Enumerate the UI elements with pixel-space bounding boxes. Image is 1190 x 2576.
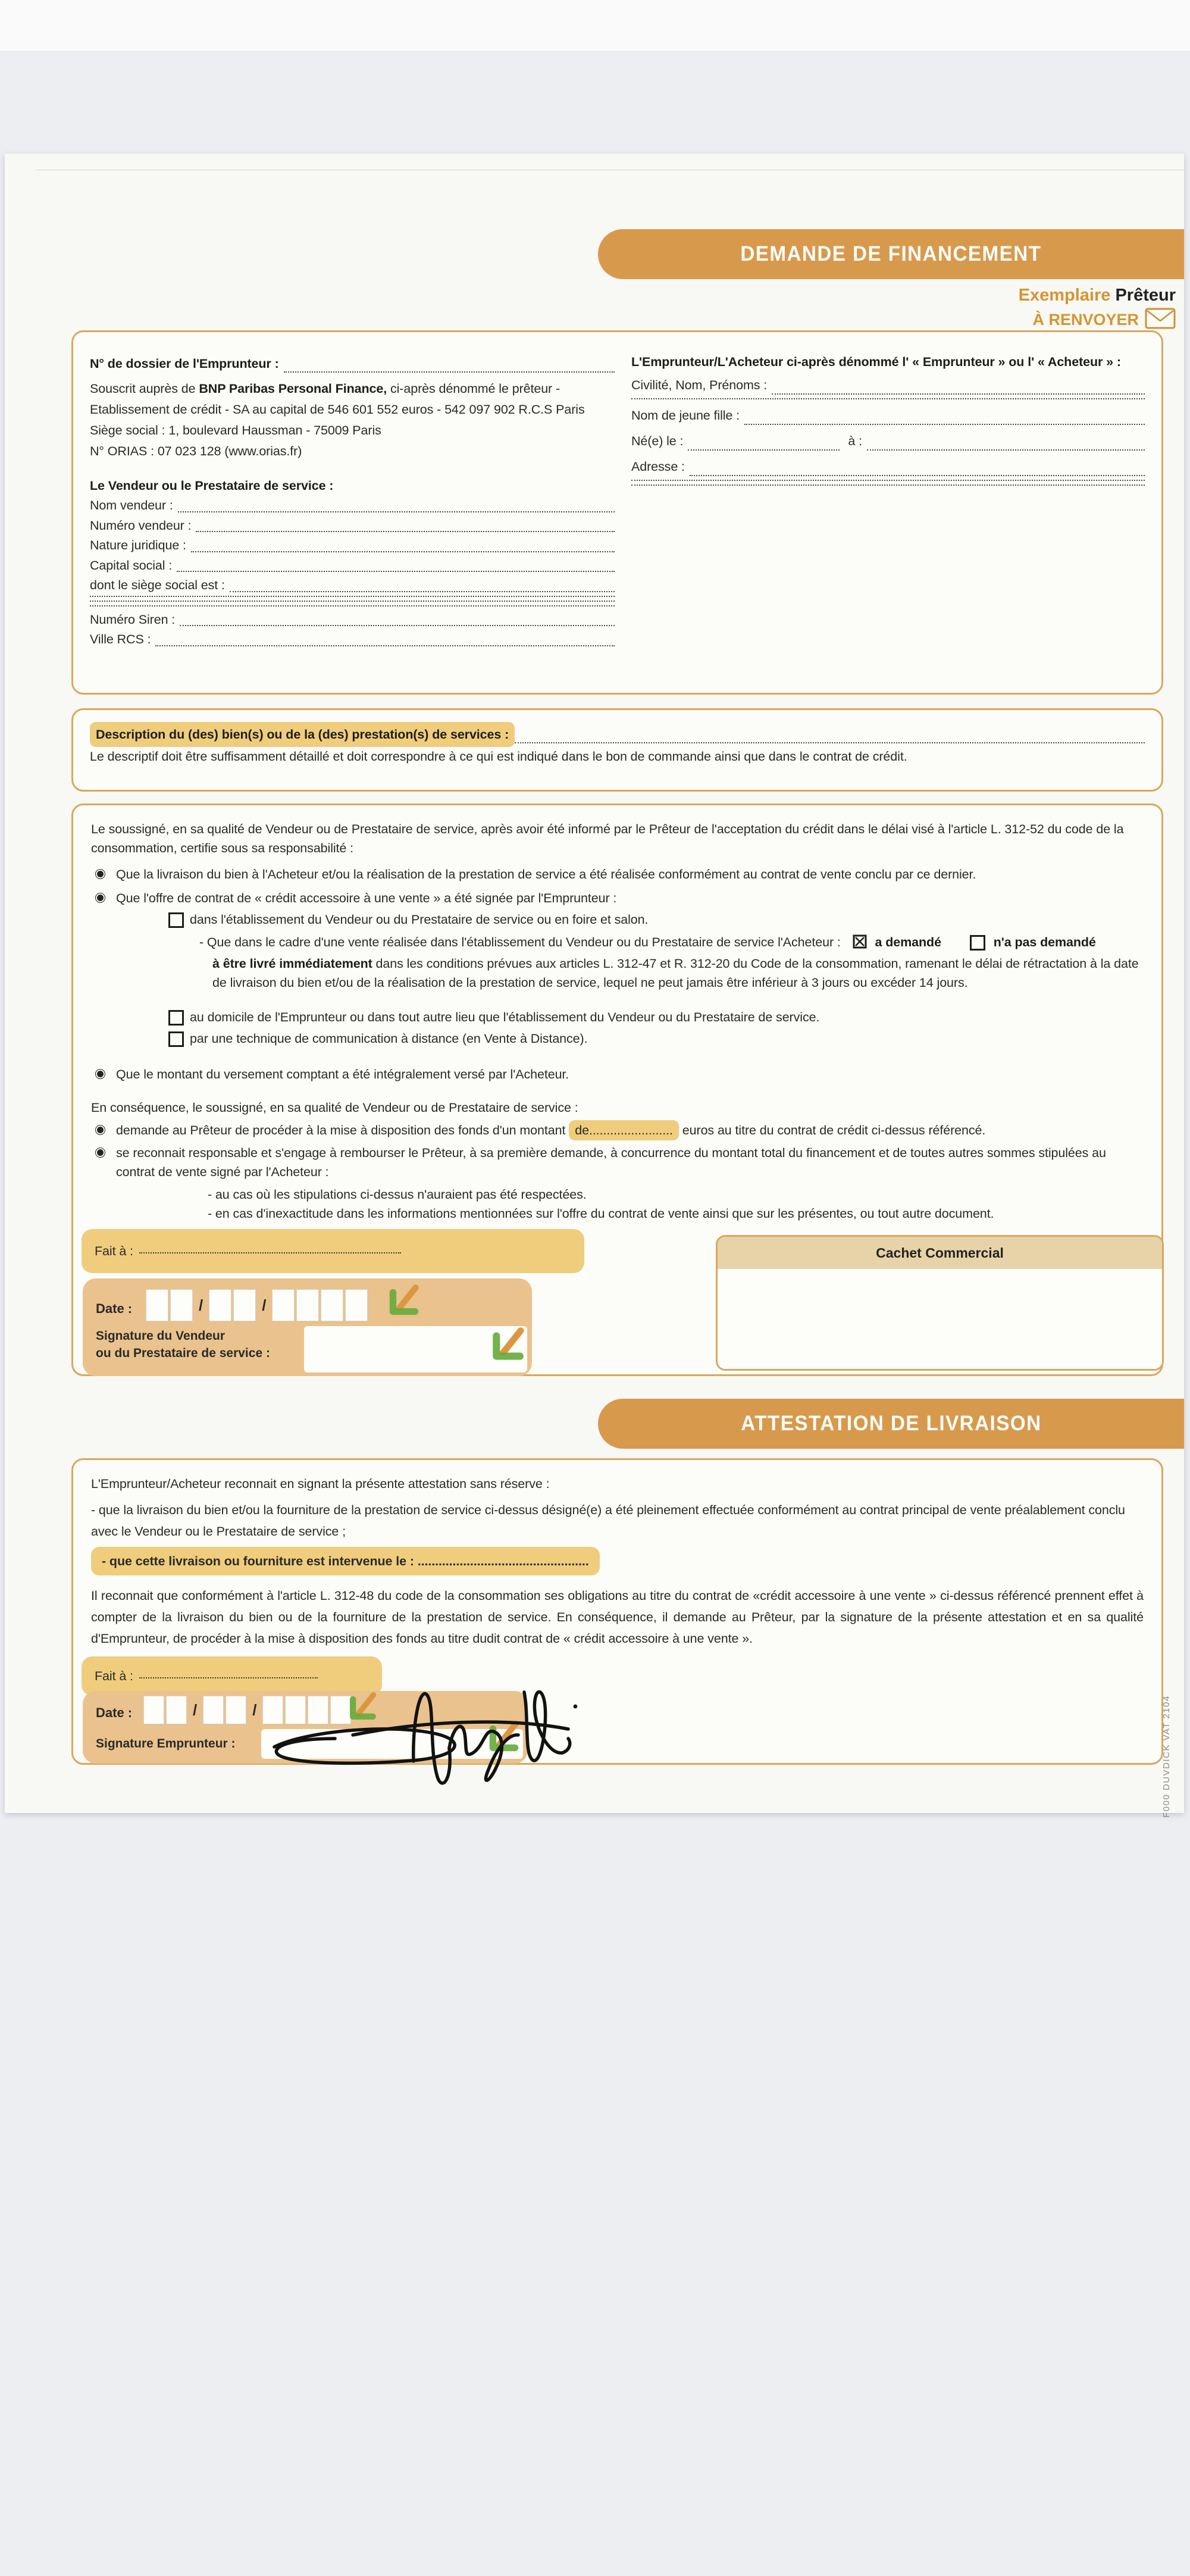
lender-line4: N° ORIAS : 07 023 128 (www.orias.fr) <box>90 444 302 458</box>
vendor-rcs-row <box>90 630 615 650</box>
cachet-commercial-label: Cachet Commercial <box>718 1237 1162 1269</box>
vendor-rcs-label: Ville RCS : <box>90 632 151 646</box>
borrower-blank-row <box>631 484 1145 489</box>
bullet-fonds: demande au Prêteur de procéder à la mise à disposition des fonds d'un montant de........................ euros au titre du contrat de crédit ci-dessus référencé. <box>91 1121 1144 1140</box>
description-note: Le descriptif doit être suffisamment détaillé et doit correspondre à ce qui est indiqué dans le bon de commande ainsi que dans le contrat de crédit. <box>90 749 907 764</box>
attestation-box <box>71 1458 1163 1765</box>
borrower-blank-row <box>631 480 1145 484</box>
fait-a-label: Fait à : <box>95 1669 133 1683</box>
bullet-icon <box>97 1127 104 1133</box>
vente-acheteur-line: - Que dans le cadre d'une vente réalisée dans l'établissement du Vendeur ou du Prestataire de service l'Acheteur : a demandé n'a pas demandé <box>199 933 1144 954</box>
borrower-adresse-row <box>631 454 1145 480</box>
borrower-civilite-input-line-2[interactable] <box>631 398 1145 399</box>
borrower-column <box>631 351 1145 489</box>
date-year-cell[interactable] <box>345 1289 368 1321</box>
date-month-cell[interactable] <box>203 1696 224 1724</box>
bullet-icon <box>97 871 104 877</box>
bullet-icon <box>97 1071 104 1077</box>
vendor-capital-input-line[interactable] <box>177 571 615 572</box>
checkbox-row-etablissement: dans l'établissement du Vendeur ou du Prestataire de service ou en foire et salon. <box>168 910 1144 929</box>
description-row <box>90 722 1145 747</box>
parties-box <box>71 330 1163 695</box>
date-month-cell[interactable] <box>233 1289 256 1321</box>
vendor-siege-input-line[interactable] <box>230 591 615 592</box>
livraison-immediate-line: à être livré immédiatement dans les conditions prévues aux articles L. 312-47 et R. 312-20 du Code de la consommation, ramenant le délai de rétractation à la date de livraison du bien et/ou de la réalisation de la prestation de service, lequel ne peut jamais être inférieur à 3 jours ou excéder 14 jours. <box>212 956 1139 990</box>
banner-demande-title: DEMANDE DE FINANCEMENT <box>740 242 1042 265</box>
borrower-adresse-label: Adresse : <box>631 459 685 474</box>
banner-attestation-title: ATTESTATION DE LIVRAISON <box>740 1412 1042 1435</box>
vendor-signature-box <box>83 1278 532 1376</box>
bullet-livraison: Que la livraison du bien à l'Acheteur et/ou la réalisation de la prestation de service a été réalisée conformément au contrat de vente conclu par ce dernier. <box>91 865 1144 884</box>
copy-indicator <box>1019 286 1176 332</box>
date-label: Date : <box>96 1301 133 1316</box>
fait-a-pill-vendeur <box>82 1229 584 1273</box>
lender-line3: Siège social : 1, boulevard Haussman - 75009 Paris <box>90 423 381 437</box>
checkbox-row-domicile: au domicile de l'Emprunteur ou dans tout autre lieu que l'établissement du Vendeur ou du Prestataire de service. <box>168 1008 1144 1027</box>
vendor-siren-label: Numéro Siren : <box>90 612 176 627</box>
vendor-capital-label: Capital social : <box>90 558 173 573</box>
envelope-icon <box>1145 308 1176 332</box>
borrower-ne-input-line[interactable] <box>688 449 840 451</box>
description-box <box>71 708 1163 792</box>
checkbox-domicile[interactable] <box>168 1010 184 1026</box>
cas-2: - en cas d'inexactitude dans les informations mentionnées sur l'offre du contrat de vente ainsi que sur les présentes, ou tout autre document. <box>208 1206 994 1221</box>
borrower-adresse-input-line-3[interactable] <box>631 484 1145 486</box>
description-input-line[interactable] <box>515 742 1145 743</box>
sign-here-arrow-icon <box>488 1326 525 1363</box>
exemplaire-line <box>1019 286 1176 305</box>
vendor-nom-label: Nom vendeur : <box>90 498 173 512</box>
borrower-civilite-input-line[interactable] <box>772 393 1145 395</box>
attestation-point2-line <box>91 1547 1144 1575</box>
certification-intro: Le soussigné, en sa qualité de Vendeur ou de Prestataire de service, après avoir été informé par le Prêteur de l'acceptation du crédit dans le délai visé à l'article L. 312-52 du code de la consommation, certifie sous sa responsabilité : <box>91 822 1124 855</box>
lender-line2: Etablissement de crédit - SA au capital de 546 601 552 euros - 542 097 902 R.C.S Paris <box>90 402 585 417</box>
checkbox-na-pas-demande[interactable] <box>970 935 985 954</box>
vendor-extra-input-line-2[interactable] <box>90 601 615 602</box>
attestation-point1: - que la livraison du bien et/ou la fourniture de la prestation de service ci-dessus désigné(e) a été pleinement effectuée conformément au contrat principal de vente préalablement conclu avec le Vendeur ou le Prestataire de service ; <box>91 1503 1125 1539</box>
fait-a-input-line[interactable] <box>139 1252 401 1253</box>
lender-line1: Souscrit auprès de BNP Paribas Personal Finance, ci-après dénommé le prêteur - <box>90 382 560 396</box>
vendor-blank-row <box>90 605 615 610</box>
sign-here-arrow-icon <box>385 1283 422 1320</box>
fait-a-label: Fait à : <box>95 1244 133 1258</box>
borrower-jeune-fille-input-line[interactable] <box>744 424 1145 425</box>
consequence-line: En conséquence, le soussigné, en sa qualité de Vendeur ou de Prestataire de service : <box>91 1101 578 1115</box>
lender-column <box>90 351 615 650</box>
date-year-cell[interactable] <box>272 1289 295 1321</box>
bullet-versement: Que le montant du versement comptant a été intégralement versé par l'Acheteur. <box>91 1065 1144 1084</box>
borrower-signature-label: Signature Emprunteur : <box>96 1737 236 1750</box>
vendor-nature-row <box>90 536 615 556</box>
date-year-cell[interactable] <box>321 1289 343 1321</box>
date-day-cell[interactable] <box>166 1696 187 1724</box>
borrower-jeune-fille-row <box>631 403 1145 429</box>
borrower-naissance-row <box>631 429 1145 454</box>
attestation-intro: L'Emprunteur/Acheteur reconnait en signant la présente attestation sans réserve : <box>91 1477 550 1491</box>
dossier-row <box>90 351 615 376</box>
vendor-capital-row <box>90 556 615 576</box>
scanned-document <box>5 154 1184 1818</box>
banner-demande-financement <box>598 229 1184 279</box>
opt-na-pas-demande-label: n'a pas demandé <box>993 935 1096 949</box>
borrower-adresse-input-line-2[interactable] <box>631 480 1145 481</box>
vendor-nature-label: Nature juridique : <box>90 538 186 552</box>
description-label: Description du (des) bien(s) ou de la (des) prestation(s) de services : <box>90 722 515 747</box>
date-day-cell[interactable] <box>146 1289 168 1321</box>
bullet-rembourse: se reconnait responsable et s'engage à rembourser le Prêteur, à sa première demande, à concurrence du montant total du financement et de toutes autres sommes stipulées au contrat de vente signé par l'Acheteur : <box>91 1143 1144 1181</box>
renvoyer-label: À RENVOYER <box>1032 311 1139 329</box>
date-separator: / <box>199 1296 203 1314</box>
viewer-top-strip <box>0 0 1190 52</box>
livraison-date-highlight[interactable]: - que cette livraison ou fourniture est intervenue le : ................................................. <box>91 1547 600 1575</box>
borrower-lieu-input-line[interactable] <box>867 449 1145 451</box>
date-month-cell[interactable] <box>209 1289 231 1321</box>
vendor-nom-input-line[interactable] <box>178 511 615 512</box>
vendor-siren-input-line[interactable] <box>180 625 615 626</box>
bullet-icon <box>97 895 104 901</box>
vendor-numero-input-line[interactable] <box>196 531 615 532</box>
dossier-input-line[interactable] <box>284 371 615 373</box>
checkbox-etablissement[interactable] <box>168 912 184 928</box>
vendor-extra-input-line-3[interactable] <box>90 605 615 607</box>
certification-box <box>71 804 1163 1376</box>
banner-attestation-livraison <box>598 1399 1184 1449</box>
borrower-ne-label: Né(e) le : <box>631 434 684 448</box>
borrower-title: L'Emprunteur/L'Acheteur ci-après dénommé l' « Emprunteur » ou l' « Acheteur » : <box>631 355 1121 369</box>
checkbox-distance[interactable] <box>168 1031 184 1047</box>
vendor-numero-row <box>90 516 615 536</box>
renvoyer-line <box>1019 308 1176 332</box>
bullet-icon <box>97 1149 104 1156</box>
borrower-civilite-row <box>631 373 1145 398</box>
bullet-offre: Que l'offre de contrat de « crédit accessoire à une vente » a été signée par l'Emprunteur : <box>91 889 1144 908</box>
date-day-cell[interactable] <box>170 1289 193 1321</box>
borrower-blank-row <box>631 398 1145 403</box>
handwritten-signature <box>264 1675 585 1795</box>
exemplaire-value: Prêteur <box>1115 286 1176 305</box>
dossier-label: N° de dossier de l'Emprunteur : <box>90 357 279 371</box>
vendor-signature-label: Signature du Vendeur ou du Prestataire de service : <box>96 1329 270 1360</box>
date-cells-vendeur <box>146 1289 368 1321</box>
checkbox-row-distance: par une technique de communication à distance (en Vente à Distance). <box>168 1029 1144 1048</box>
print-reference-vertical-text: F000 DUVDICK VAT 2104 <box>1161 1695 1172 1818</box>
montant-highlight[interactable]: de........................ <box>569 1120 679 1140</box>
borrower-jeune-fille-label: Nom de jeune fille : <box>631 408 740 423</box>
date-separator: / <box>262 1296 267 1314</box>
date-separator: / <box>193 1700 198 1719</box>
date-day-cell[interactable] <box>143 1696 164 1724</box>
vendor-blank-row <box>90 596 615 601</box>
attestation-content <box>73 1460 1161 1649</box>
vendor-numero-label: Numéro vendeur : <box>90 518 192 533</box>
vendor-siege-label: dont le siège social est : <box>90 578 225 592</box>
borrower-a-label: à : <box>848 434 863 448</box>
opt-a-demande-label: a demandé <box>875 935 941 949</box>
cas-1: - au cas où les stipulations ci-dessus n'auraient pas été respectées. <box>208 1187 587 1202</box>
vendor-title: Le Vendeur ou le Prestataire de service : <box>90 479 334 493</box>
borrower-adresse-input-line[interactable] <box>690 475 1145 476</box>
vendor-siren-row <box>90 610 615 630</box>
attestation-paragraph: Il reconnait que conformément à l'article L. 312-48 du code de la consommation ses obligations au titre du contrat de «crédit accessoire à une vente » ci-dessus référencé prennent effet à compter de la livraison du bien ou de la fourniture de la prestation de service. En conséquence, il demande au Prêteur, par la signature de la présente attestation et en sa qualité d'Emprunteur, de procéder à la mise à disposition des fonds au titre dudit contrat de « crédit accessoire à une vente ». <box>91 1589 1144 1646</box>
date-year-cell[interactable] <box>296 1289 319 1321</box>
vendor-rcs-input-line[interactable] <box>155 645 615 646</box>
vendor-blank-row <box>90 601 615 605</box>
vendor-nom-row <box>90 496 615 516</box>
checkbox-a-demande[interactable] <box>853 934 867 954</box>
date-month-cell[interactable] <box>226 1696 246 1724</box>
certification-content <box>73 805 1161 1223</box>
borrower-civilite-label: Civilité, Nom, Prénoms : <box>631 378 768 392</box>
vendor-extra-input-line-1[interactable] <box>90 596 615 597</box>
exemplaire-label: Exemplaire <box>1018 286 1111 305</box>
date-separator: / <box>252 1700 257 1719</box>
cachet-commercial-box[interactable] <box>716 1235 1164 1371</box>
vendor-siege-row <box>90 576 615 596</box>
vendor-nature-input-line[interactable] <box>191 551 615 552</box>
date-label: Date : <box>96 1705 133 1720</box>
